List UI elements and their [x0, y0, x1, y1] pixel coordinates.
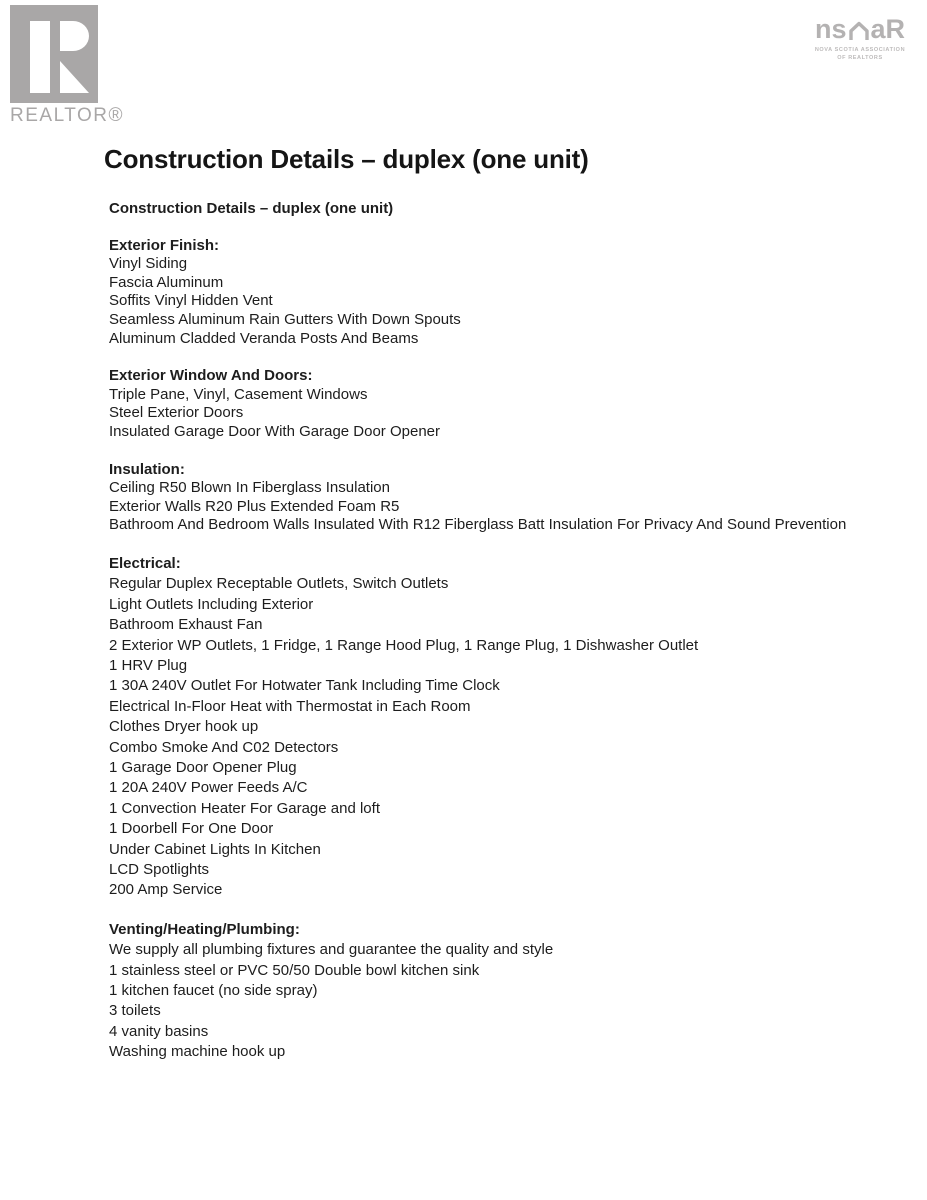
nsar-logo: [805, 16, 915, 63]
section-line: Bathroom Exhaust Fan: [109, 616, 263, 634]
nsar-tagline-line2: OF REALTORS: [837, 55, 883, 62]
section-heading: Venting/Heating/Plumbing:: [109, 920, 300, 938]
section-line: 1 Doorbell For One Door: [109, 820, 274, 838]
section: [109, 367, 909, 441]
section-line: 2 Exterior WP Outlets, 1 Fridge, 1 Range Hood Plug, 1 Range Plug, 1 Dishwasher Outlet: [109, 636, 699, 654]
section-line: 200 Amp Service: [109, 881, 223, 899]
document-content: [109, 200, 909, 1082]
section-line: 1 Convection Heater For Garage and loft: [109, 799, 380, 817]
section-line: Electrical In-Floor Heat with Thermostat in Each Room: [109, 697, 471, 715]
nsar-wordmark-left: ns: [814, 14, 847, 44]
section-line: Aluminum Cladded Veranda Posts And Beams: [109, 329, 419, 347]
section-line: Seamless Aluminum Rain Gutters With Down Spouts: [109, 310, 461, 328]
section-heading: Exterior Window And Doors:: [109, 367, 313, 385]
section-line: 1 stainless steel or PVC 50/50 Double bowl kitchen sink: [109, 961, 480, 979]
section-line: Combo Smoke And C02 Detectors: [109, 738, 339, 756]
section-line: 1 HRV Plug: [109, 656, 188, 674]
section-line: Light Outlets Including Exterior: [109, 595, 314, 613]
section-line: Ceiling R50 Blown In Fiberglass Insulation: [109, 479, 390, 497]
nsar-tagline: [805, 46, 915, 63]
section-line: 1 20A 240V Power Feeds A/C: [109, 779, 308, 797]
section-line: 4 vanity basins: [109, 1022, 209, 1040]
realtor-block-r-icon: [10, 5, 98, 103]
section-line: Fascia Aluminum: [109, 273, 224, 291]
realtor-logo: [10, 5, 124, 127]
section-line: 1 kitchen faucet (no side spray): [109, 982, 318, 1000]
section-line: Insulated Garage Door With Garage Door Opener: [109, 422, 441, 440]
section-line: 1 30A 240V Outlet For Hotwater Tank Including Time Clock: [109, 677, 500, 695]
page-title: Construction Details – duplex (one unit): [104, 144, 589, 174]
section-line: We supply all plumbing fixtures and guarantee the quality and style: [109, 941, 554, 959]
section-line: Under Cabinet Lights In Kitchen: [109, 840, 321, 858]
section-heading: Exterior Finish:: [109, 236, 220, 254]
section-line: Steel Exterior Doors: [109, 404, 244, 422]
section-line: Soffits Vinyl Hidden Vent: [109, 292, 273, 310]
section: [109, 920, 909, 1063]
section-line: LCD Spotlights: [109, 861, 210, 878]
section: [109, 237, 909, 349]
section-line: Triple Pane, Vinyl, Casement Windows: [109, 385, 368, 403]
section: [109, 461, 909, 535]
nsar-wordmark-right: aR: [870, 14, 906, 44]
section-line: Exterior Walls R20 Plus Extended Foam R5: [109, 497, 400, 515]
section-heading: Insulation:: [109, 460, 185, 478]
section-heading: Electrical:: [109, 554, 181, 572]
realtor-logo-label: REALTOR®: [10, 105, 124, 126]
section-line: 3 toilets: [109, 1002, 161, 1020]
nsar-wordmark: [805, 16, 915, 43]
section-line: Washing machine hook up: [109, 1043, 286, 1061]
section-line: Regular Duplex Receptable Outlets, Switch Outlets: [109, 575, 449, 593]
section: [109, 554, 909, 901]
sections-container: [109, 237, 909, 1063]
nsar-tagline-line1: NOVA SCOTIA ASSOCIATION: [814, 47, 906, 53]
section-line: Bathroom And Bedroom Walls Insulated With R12 Fiberglass Batt Insulation For Privacy And Sound Prevention: [109, 516, 847, 534]
section-line: Clothes Dryer hook up: [109, 718, 259, 736]
house-icon: [848, 20, 870, 42]
section-line: 1 Garage Door Opener Plug: [109, 758, 297, 776]
document-subtitle: Construction Details – duplex (one unit): [109, 200, 394, 217]
section-line: Vinyl Siding: [109, 255, 188, 273]
